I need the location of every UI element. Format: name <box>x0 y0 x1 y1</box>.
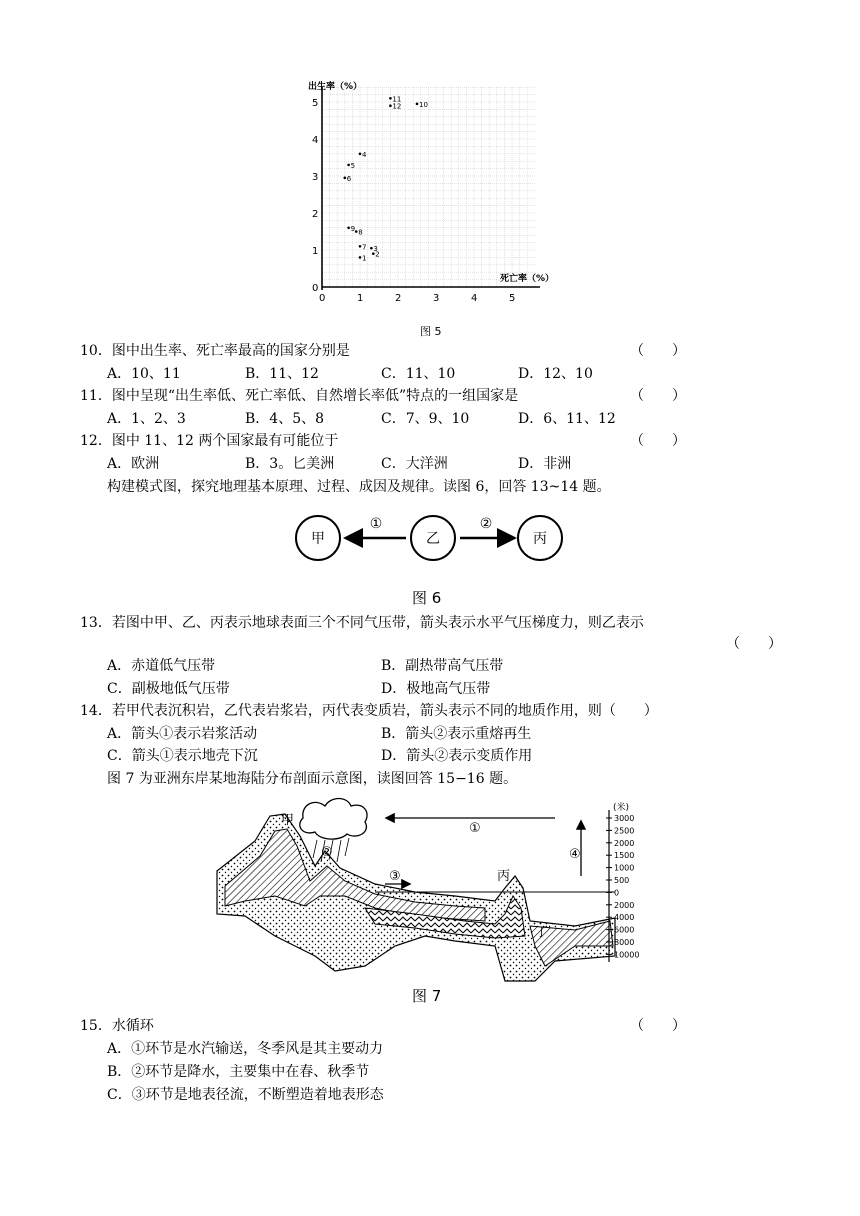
option: C．11、10 <box>381 366 456 382</box>
option: A．箭头①表示岩浆活动 <box>107 726 258 742</box>
option: B．4、5、8 <box>245 411 325 427</box>
arrow-1-label: ① <box>369 516 383 532</box>
option: D．6、11、12 <box>518 411 616 427</box>
data-point-label: 12 <box>392 102 402 111</box>
question-14: 14．若甲代表沉积岩，乙代表岩浆岩，丙代表变质岩，箭头表示不同的地质作用，则（ ） <box>80 703 658 719</box>
data-point-label: 10 <box>419 100 428 109</box>
option: B．3。匕美洲 <box>245 456 335 472</box>
label-4: ④ <box>569 847 581 862</box>
scale-label: 2500 <box>614 826 635 836</box>
y-tick-label: 0 <box>312 283 319 294</box>
y-tick-label: 1 <box>312 246 319 257</box>
figure-5-caption: 图 5 <box>420 325 442 338</box>
data-point-label: 3 <box>373 245 378 254</box>
node-jia-label: 甲 <box>311 531 325 547</box>
scale-label: 6000 <box>614 925 635 935</box>
data-point-label: 9 <box>350 224 356 233</box>
data-point <box>359 153 362 156</box>
x-tick-label: 2 <box>395 293 402 304</box>
intro-figure-7: 图 7 为亚洲东岸某地海陆分布剖面示意图，读图回答 15−16 题。 <box>107 771 518 787</box>
data-point <box>389 97 392 100</box>
option: C．大洋洲 <box>381 456 448 472</box>
option: B．11、12 <box>245 366 319 382</box>
scatter-chart <box>300 75 560 315</box>
data-point <box>416 103 419 106</box>
data-point-label: 2 <box>375 250 380 259</box>
option: D．12、10 <box>518 366 593 382</box>
answer-paren-13: （ ） <box>726 636 782 652</box>
intro-figure-6: 构建模式图，探究地理基本原理、过程、成因及规律。读图 6，回答 13~14 题。 <box>107 479 611 495</box>
question-15: 15．水循环 <box>80 1018 154 1034</box>
data-point-label: 8 <box>358 228 363 237</box>
arrow-2-label: ② <box>479 516 493 532</box>
option: D．极地高气压带 <box>381 681 491 697</box>
data-point-label: 5 <box>350 161 356 170</box>
option: A．赤道低气压带 <box>107 658 216 674</box>
data-point <box>370 247 373 250</box>
data-point <box>355 230 358 233</box>
label-ding: 丁 <box>535 925 549 940</box>
data-point-label: 6 <box>346 174 352 183</box>
y-tick-label: 3 <box>312 172 319 183</box>
node-bing-label: 丙 <box>533 531 547 547</box>
data-point-label: 11 <box>392 95 402 104</box>
x-tick-label: 1 <box>357 293 364 304</box>
scale-label: 2000 <box>614 900 635 910</box>
option: C．③环节是地表径流，不断塑造着地表形态 <box>107 1087 384 1103</box>
scale-unit: (米) <box>613 803 630 813</box>
y-axis-label: 出生率（%） <box>308 82 363 92</box>
label-bing: 丙 <box>497 869 511 884</box>
option: B．②环节是降水，主要集中在春、秋季节 <box>107 1064 370 1080</box>
figure-7-caption: 图 7 <box>412 987 442 1005</box>
node-yi-label: 乙 <box>426 531 440 547</box>
answer-paren-15: （ ） <box>630 1018 686 1034</box>
option: C．副极地低气压带 <box>107 681 230 697</box>
question-12: 12．图中 11、12 两个国家最有可能位于 <box>80 433 339 449</box>
answer-paren-12: （ ） <box>630 433 686 449</box>
option: A．欧洲 <box>107 456 160 472</box>
option: C．箭头①表示地壳下沉 <box>107 748 258 764</box>
x-axis-label: 死亡率（%） <box>500 274 555 284</box>
option: B．箭头②表示重熔再生 <box>381 726 532 742</box>
label-3: ③ <box>389 869 401 884</box>
data-point <box>347 164 350 167</box>
option: A．1、2、3 <box>107 411 186 427</box>
scale-label: 2000 <box>614 838 635 848</box>
answer-paren-10: （ ） <box>630 343 686 359</box>
y-tick-label: 2 <box>312 209 319 220</box>
figure-6 <box>290 508 570 572</box>
option: C．7、9、10 <box>381 411 470 427</box>
data-point <box>359 245 362 248</box>
question-10: 10．图中出生率、死亡率最高的国家分别是 <box>80 343 350 359</box>
data-point <box>359 256 362 259</box>
data-point-label: 1 <box>362 254 367 263</box>
scale-label: 0 <box>614 888 620 898</box>
figure-5 <box>300 75 560 315</box>
figure-7 <box>215 796 645 982</box>
scale-label: 3000 <box>614 814 635 823</box>
x-tick-label: 3 <box>433 293 440 304</box>
y-tick-label: 4 <box>312 135 319 146</box>
option: D．非洲 <box>518 456 572 472</box>
x-tick-label: 4 <box>471 293 478 304</box>
data-point-label: 4 <box>362 150 367 159</box>
data-point-label: 7 <box>362 243 367 252</box>
option: A．10、11 <box>107 366 181 382</box>
data-point <box>389 104 392 107</box>
x-tick-label: 5 <box>509 293 516 304</box>
label-1: ① <box>469 821 481 836</box>
cloud-icon <box>300 799 367 840</box>
answer-paren-11: （ ） <box>630 388 686 404</box>
scale-label: 4000 <box>614 913 635 923</box>
data-point <box>344 177 347 180</box>
option: A．①环节是水汽输送，冬季风是其主要动力 <box>107 1041 384 1057</box>
figure-6-caption: 图 6 <box>412 589 442 607</box>
scale-label: 1500 <box>614 851 635 861</box>
option: B．副热带高气压带 <box>381 658 504 674</box>
question-11: 11．图中呈现“出生率低、死亡率低、自然增长率低”特点的一组国家是 <box>80 388 519 404</box>
scale-label: 10000 <box>614 950 640 960</box>
scale-label: 500 <box>614 876 630 885</box>
question-13: 13．若图中甲、乙、丙表示地球表面三个不同气压带，箭头表示水平气压梯度力，则乙表示 <box>80 615 644 631</box>
option: D．箭头②表示变质作用 <box>381 748 533 764</box>
label-2: ② <box>321 845 333 860</box>
label-jia: 甲 <box>281 813 295 828</box>
data-point <box>347 227 350 230</box>
y-tick-label: 5 <box>312 98 319 109</box>
scale-label: 8000 <box>614 938 635 947</box>
scale-label: 1000 <box>614 863 635 873</box>
x-tick-label: 0 <box>319 293 326 304</box>
